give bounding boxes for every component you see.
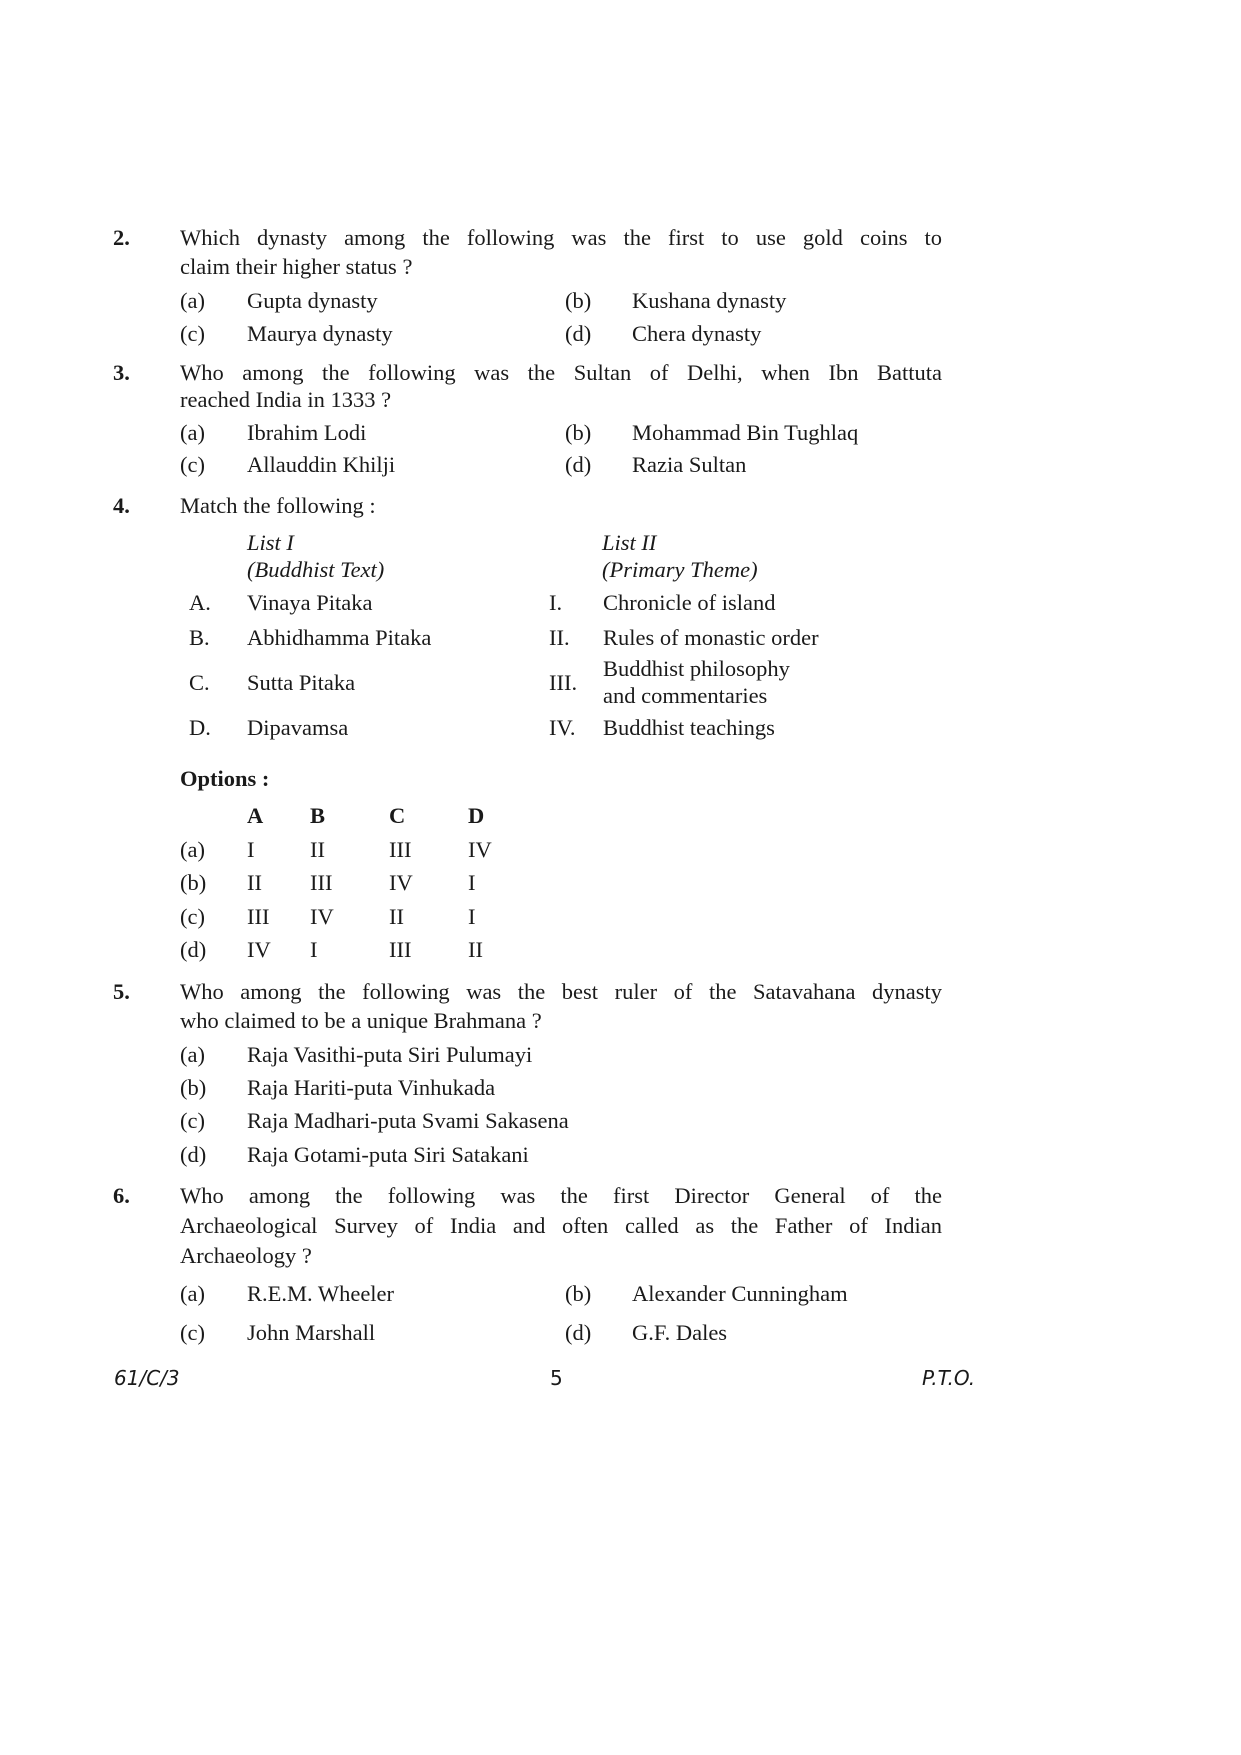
table-cell: II	[389, 904, 404, 929]
list2-label: I.	[549, 590, 563, 615]
question-text-line: reached India in 1333 ?	[180, 387, 392, 412]
list2-label: II.	[549, 625, 570, 650]
table-header: A	[247, 803, 264, 828]
list1-item: Abhidhamma Pitaka	[247, 625, 432, 650]
list2-item: Buddhist philosophy	[603, 656, 790, 681]
table-cell: IV	[468, 837, 492, 862]
question-text-line: Archaeological Survey of India and often called as the Father of Indian	[180, 1213, 942, 1238]
question-number: 5.	[113, 979, 130, 1004]
list1-label: D.	[189, 715, 211, 740]
option-label: (a)	[180, 837, 205, 862]
table-cell: IV	[389, 870, 413, 895]
option-text: Allauddin Khilji	[247, 452, 396, 477]
list2-item-continued: and commentaries	[603, 683, 768, 708]
list2-item: Buddhist teachings	[603, 715, 775, 740]
option-label: (b)	[565, 420, 592, 445]
option-text: Kushana dynasty	[632, 288, 787, 313]
question-text-line: Who among the following was the best ruler of the Satavahana dynasty	[180, 979, 942, 1004]
option-text: Raja Gotami-puta Siri Satakani	[247, 1142, 529, 1167]
option-label: (b)	[180, 870, 207, 895]
list1-label: C.	[189, 670, 210, 695]
option-text: Mohammad Bin Tughlaq	[632, 420, 859, 445]
question-number: 4.	[113, 493, 130, 518]
table-header: D	[468, 803, 485, 828]
list1-label: A.	[189, 590, 211, 615]
list1-title: List I	[247, 530, 294, 555]
option-label: (c)	[180, 904, 205, 929]
table-cell: I	[468, 870, 476, 895]
table-cell: II	[468, 937, 483, 962]
question-text-line: Which dynasty among the following was the first to use gold coins to	[180, 225, 942, 250]
list1-subtitle: (Buddhist Text)	[247, 557, 385, 582]
option-label: (b)	[180, 1075, 207, 1100]
option-label: (d)	[565, 1320, 592, 1345]
list2-item: Chronicle of island	[603, 590, 776, 615]
list2-title: List II	[602, 530, 657, 555]
table-cell: IV	[310, 904, 334, 929]
question-number: 2.	[113, 225, 130, 250]
option-text: Raja Hariti-puta Vinhukada	[247, 1075, 496, 1100]
option-label: (c)	[180, 321, 205, 346]
pto-label: P.T.O.	[922, 1366, 976, 1390]
option-label: (d)	[180, 937, 207, 962]
option-text: John Marshall	[247, 1320, 376, 1345]
option-label: (c)	[180, 1320, 205, 1345]
table-cell: I	[247, 837, 255, 862]
list1-item: Dipavamsa	[247, 715, 349, 740]
option-text: Alexander Cunningham	[632, 1281, 848, 1306]
table-cell: III	[389, 937, 412, 962]
list2-subtitle: (Primary Theme)	[602, 557, 758, 582]
list1-item: Vinaya Pitaka	[247, 590, 373, 615]
option-text: G.F. Dales	[632, 1320, 728, 1345]
option-label: (a)	[180, 1281, 205, 1306]
question-number: 3.	[113, 360, 130, 385]
option-label: (d)	[565, 452, 592, 477]
question-text-line: Archaeology ?	[180, 1243, 312, 1268]
page-number: 5	[550, 1366, 563, 1390]
option-text: Ibrahim Lodi	[247, 420, 367, 445]
table-cell: IV	[247, 937, 271, 962]
option-label: (a)	[180, 288, 205, 313]
option-label: (b)	[565, 1281, 592, 1306]
option-text: Razia Sultan	[632, 452, 747, 477]
question-text-line: Who among the following was the Sultan of Delhi, when Ibn Battuta	[180, 360, 942, 385]
paper-code: 61/C/3	[114, 1366, 180, 1390]
table-cell: III	[247, 904, 270, 929]
option-label: (c)	[180, 1108, 205, 1133]
option-text: Gupta dynasty	[247, 288, 378, 313]
table-cell: I	[468, 904, 476, 929]
table-cell: III	[310, 870, 333, 895]
question-text-line: who claimed to be a unique Brahmana ?	[180, 1008, 542, 1033]
list1-item: Sutta Pitaka	[247, 670, 356, 695]
option-label: (d)	[565, 321, 592, 346]
option-label: (a)	[180, 1042, 205, 1067]
table-cell: II	[310, 837, 325, 862]
table-cell: III	[389, 837, 412, 862]
table-cell: II	[247, 870, 262, 895]
option-text: R.E.M. Wheeler	[247, 1281, 395, 1306]
table-cell: I	[310, 937, 318, 962]
table-header: B	[310, 803, 326, 828]
table-header: C	[389, 803, 406, 828]
option-text: Raja Vasithi-puta Siri Pulumayi	[247, 1042, 533, 1067]
question-text-line: Match the following :	[180, 493, 376, 518]
option-text: Maurya dynasty	[247, 321, 393, 346]
option-label: (d)	[180, 1142, 207, 1167]
option-text: Chera dynasty	[632, 321, 762, 346]
option-label: (c)	[180, 452, 205, 477]
options-heading: Options :	[180, 766, 270, 791]
option-text: Raja Madhari-puta Svami Sakasena	[247, 1108, 569, 1133]
list2-label: III.	[549, 670, 578, 695]
question-text-line: claim their higher status ?	[180, 254, 413, 279]
option-label: (b)	[565, 288, 592, 313]
list2-item: Rules of monastic order	[603, 625, 819, 650]
list1-label: B.	[189, 625, 210, 650]
list2-label: IV.	[549, 715, 576, 740]
question-number: 6.	[113, 1183, 130, 1208]
option-label: (a)	[180, 420, 205, 445]
question-text-line: Who among the following was the first Director General of the	[180, 1183, 942, 1208]
